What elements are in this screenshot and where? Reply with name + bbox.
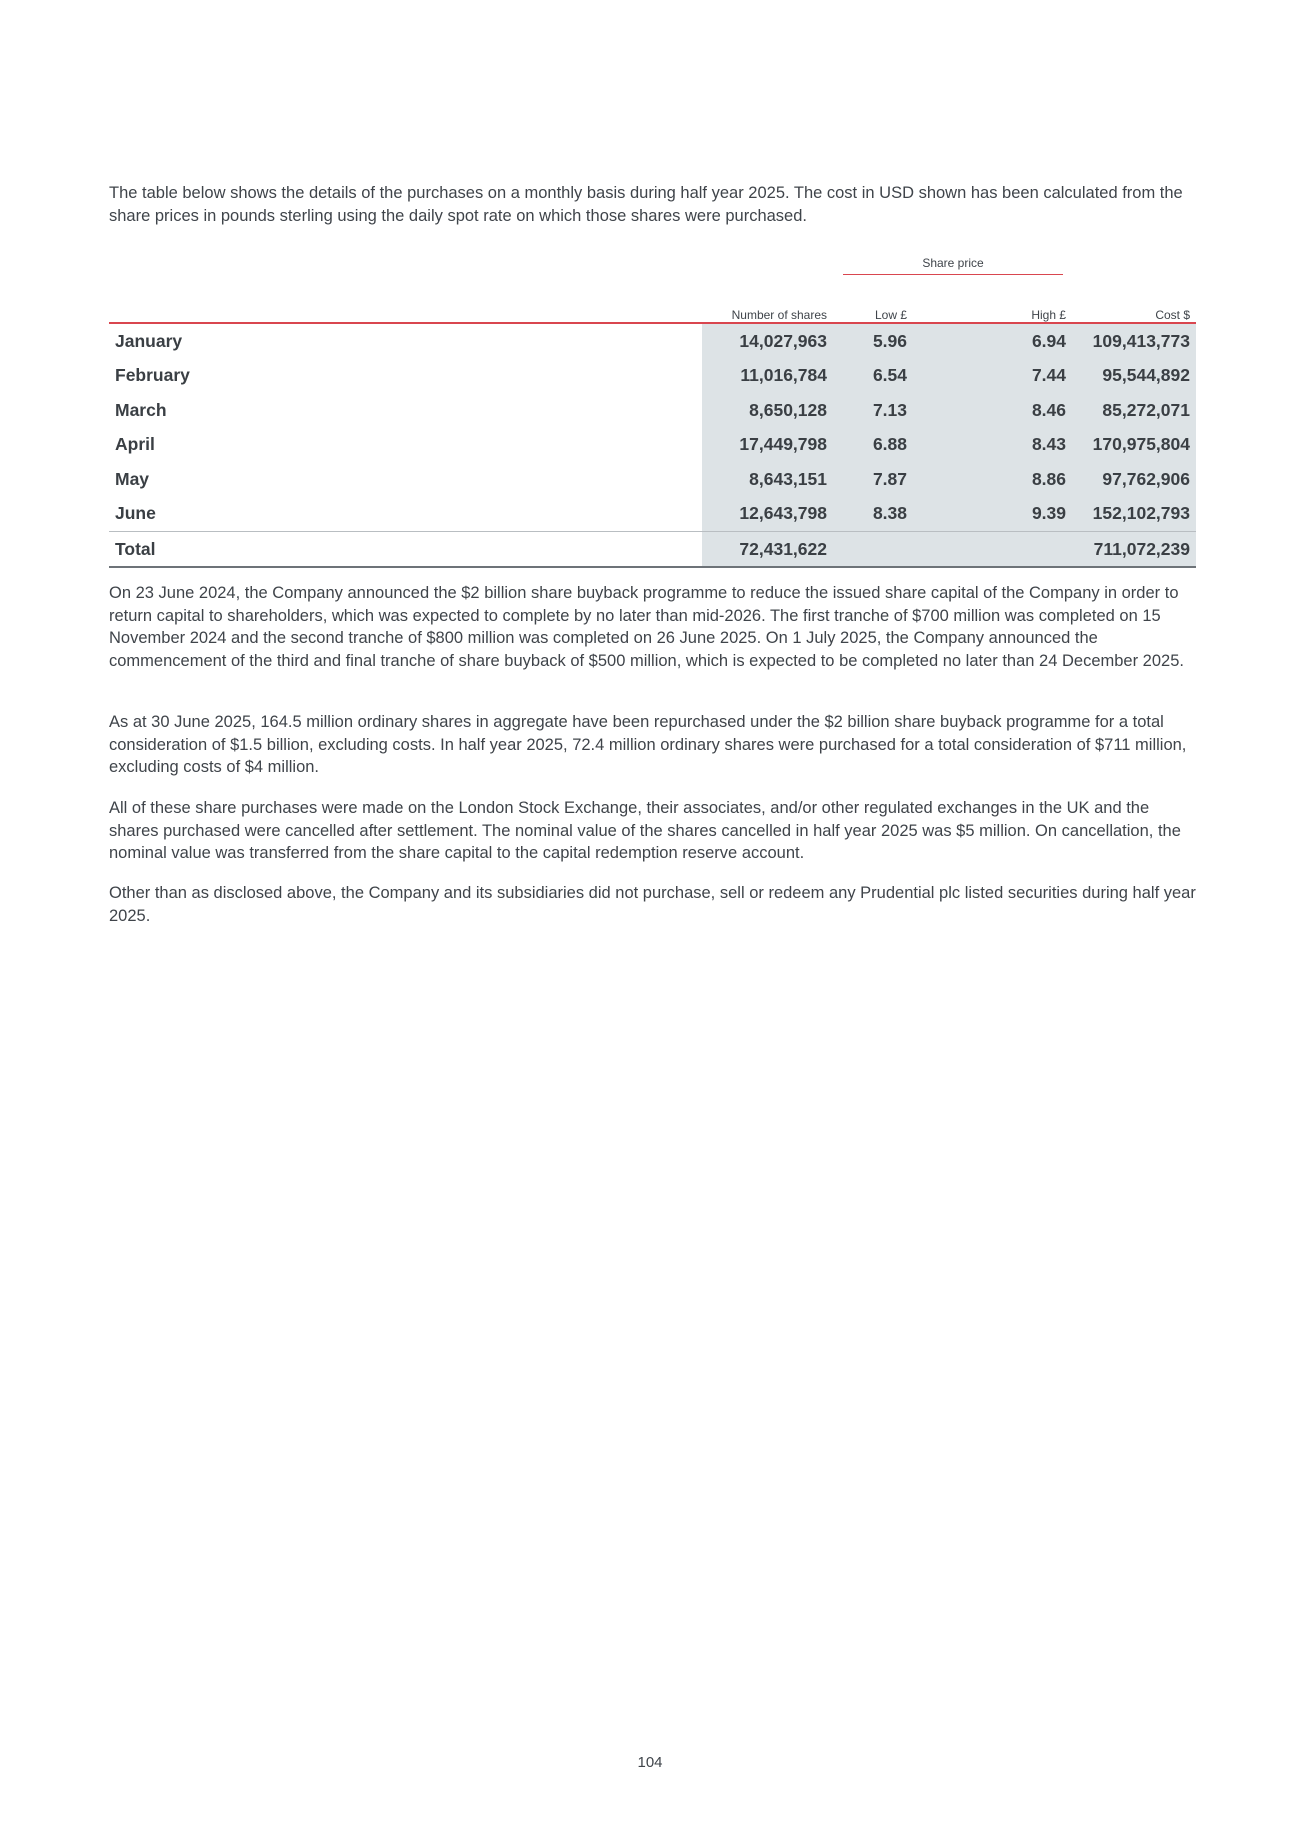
cost-cell: 95,544,892 <box>1078 359 1196 394</box>
cost-cell: 97,762,906 <box>1078 462 1196 497</box>
table-header-row <box>109 300 1196 323</box>
buyback-programme-paragraph: On 23 June 2024, the Company announced the $2 billion share buyback programme to reduce the issued share capital of the Company in order to return capital to shareholders, which was expected to complete by no later than mid-2026. The first tranche of $700 million was completed on 15 November 2024 and the second tranche of $800 million was completed on 26 June 2025. On 1 July 2025, the Company announced the commencement of the third and final tranche of share buyback of $500 million, which is expected to be completed no later than 24 December 2025. <box>109 584 1184 670</box>
cost-cell: 170,975,804 <box>1078 428 1196 463</box>
cancellation-paragraph: All of these share purchases were made on the London Stock Exchange, their associates, and/or other regulated exchanges in the UK and the shares purchased were cancelled after settlement. The nominal value of the shares cancelled in half year 2025 was $5 million. On cancellation, the nominal value was transferred from the share capital to the capital redemption reserve account. <box>109 799 1181 862</box>
table-row <box>109 497 1196 532</box>
low-price-cell: 6.88 <box>833 428 947 463</box>
table-row <box>109 462 1196 497</box>
shares-cell: 8,643,151 <box>702 462 833 497</box>
shares-cell: 14,027,963 <box>702 323 833 359</box>
header-month <box>109 300 702 323</box>
total-high-empty <box>947 532 1078 568</box>
low-price-cell: 7.87 <box>833 462 947 497</box>
table-row <box>109 393 1196 428</box>
month-cell: May <box>115 468 150 489</box>
shares-cell: 8,650,128 <box>702 393 833 428</box>
shares-cell: 11,016,784 <box>702 359 833 394</box>
high-price-cell: 8.86 <box>947 462 1078 497</box>
table-row <box>109 428 1196 463</box>
low-price-cell: 5.96 <box>833 323 947 359</box>
shares-cell: 17,449,798 <box>702 428 833 463</box>
cost-cell: 152,102,793 <box>1078 497 1196 532</box>
share-price-group-header: Share price <box>843 252 1063 275</box>
header-number-of-shares: Number of shares <box>702 300 833 323</box>
header-cost: Cost $ <box>1078 300 1196 323</box>
high-price-cell: 8.46 <box>947 393 1078 428</box>
cost-cell: 85,272,071 <box>1078 393 1196 428</box>
table-row <box>109 323 1196 359</box>
shares-cell: 12,643,798 <box>702 497 833 532</box>
share-purchases-table <box>109 300 1196 568</box>
page-number: 104 <box>637 1754 663 1771</box>
total-label: Total <box>109 532 702 568</box>
low-price-cell: 7.13 <box>833 393 947 428</box>
month-cell: January <box>115 330 183 351</box>
total-shares-cell: 72,431,622 <box>702 532 833 568</box>
month-cell: March <box>115 399 167 420</box>
high-price-cell: 8.43 <box>947 428 1078 463</box>
month-cell: February <box>115 365 190 386</box>
table-total-row <box>109 532 1196 568</box>
high-price-cell: 7.44 <box>947 359 1078 394</box>
repurchased-shares-paragraph: As at 30 June 2025, 164.5 million ordinary shares in aggregate have been repurchased under the $2 billion share buyback programme for a total consideration of $1.5 billion, excluding costs. In half year 2025, 72.4 million ordinary shares were purchased for a total consideration of $711 million, excluding costs of $4 million. <box>109 713 1187 776</box>
disclosure-paragraph: Other than as disclosed above, the Company and its subsidiaries did not purchase, sell or redeem any Prudential plc listed securities during half year 2025. <box>109 884 1196 925</box>
low-price-cell: 8.38 <box>833 497 947 532</box>
header-high-price: High £ <box>947 300 1078 323</box>
high-price-cell: 9.39 <box>947 497 1078 532</box>
high-price-cell: 6.94 <box>947 323 1078 359</box>
header-low-price: Low £ <box>833 300 947 323</box>
month-cell: June <box>109 497 702 532</box>
intro-paragraph: The table below shows the details of the purchases on a monthly basis during half year 2025. The cost in USD shown has been calculated from the share prices in pounds sterling using the daily spot rate on which those shares were purchased. <box>109 184 1183 225</box>
total-low-empty <box>833 532 947 568</box>
low-price-cell: 6.54 <box>833 359 947 394</box>
table-row <box>109 359 1196 394</box>
total-cost-cell: 711,072,239 <box>1078 532 1196 568</box>
cost-cell: 109,413,773 <box>1078 323 1196 359</box>
month-cell: April <box>115 434 155 455</box>
